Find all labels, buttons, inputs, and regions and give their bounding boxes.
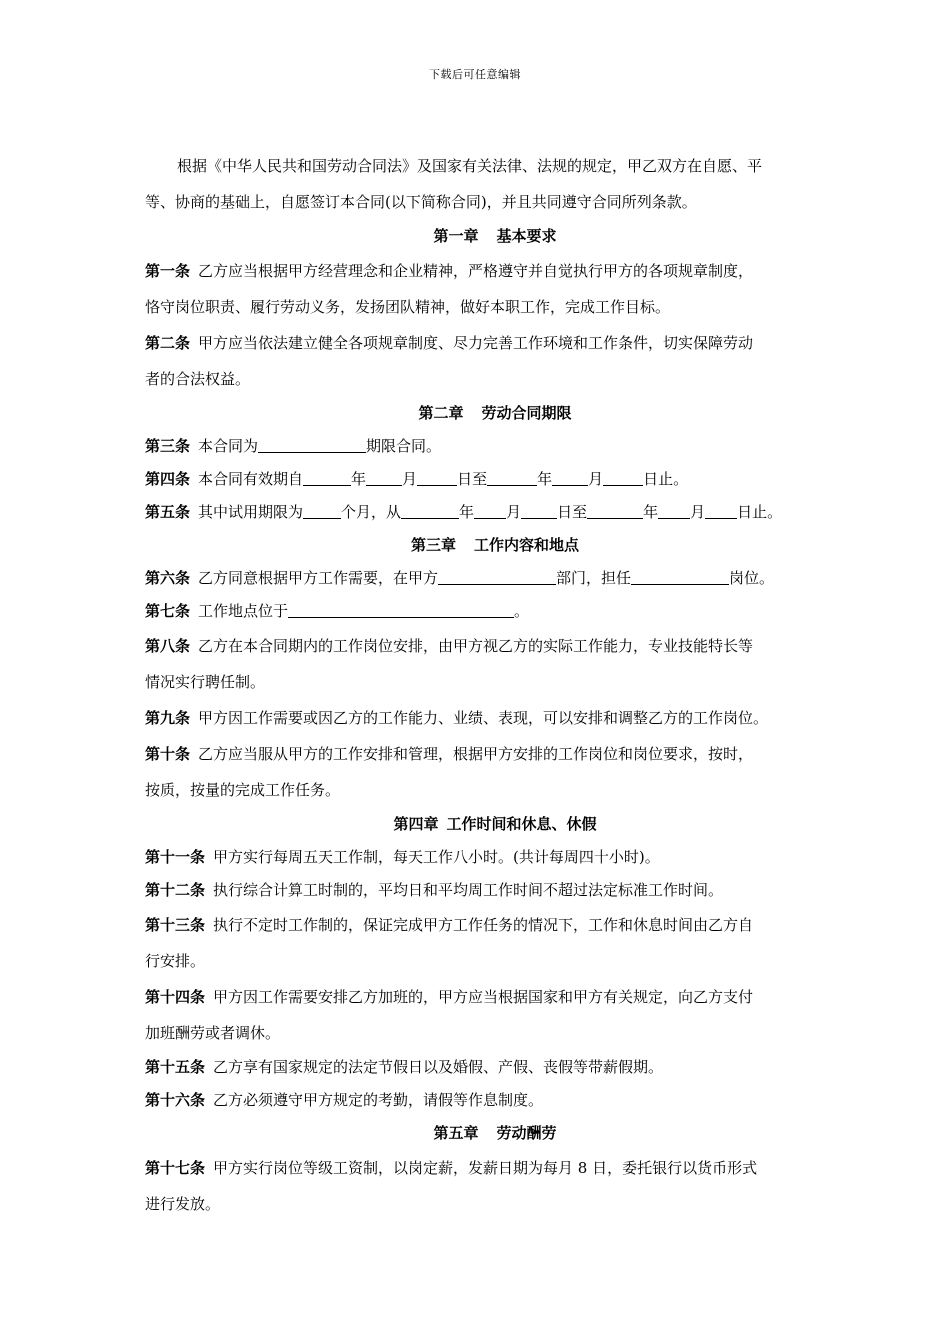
article-text: 甲方应当依法建立健全各项规章制度、尽力完善工作环境和工作条件，切实保障劳动: [198, 334, 754, 352]
year-text: 年: [459, 503, 475, 521]
article-9: [145, 700, 845, 736]
article-text: 个月，从: [341, 503, 402, 521]
article-label: 第十一条: [145, 848, 206, 866]
chapter-5-heading: [145, 1117, 845, 1150]
chapter-number: 第一章: [433, 227, 479, 245]
probation-start-month-blank[interactable]: [474, 503, 506, 519]
article-text: 。: [514, 602, 530, 620]
article-text: 乙方在本合同期内的工作岗位安排，由甲方视乙方的实际工作能力，专业技能特长等: [198, 637, 754, 655]
month-text: 月: [402, 470, 418, 488]
article-text: 执行综合计算工时制的，平均日和平均周工作时间不超过法定标准工作时间。: [213, 881, 724, 899]
article-3: [145, 430, 845, 463]
article-label: 第三条: [145, 437, 191, 455]
start-day-blank[interactable]: [417, 470, 457, 486]
intro-line-1: 根据《中华人民共和国劳动合同法》及国家有关法律、法规的规定，甲乙双方在自愿、平: [177, 157, 763, 175]
end-month-blank[interactable]: [552, 470, 588, 486]
article-label: 第二条: [145, 334, 191, 352]
end-year-blank[interactable]: [487, 470, 537, 486]
article-text-cont: 进行发放。: [145, 1195, 221, 1213]
chapter-title: 劳动酬劳: [496, 1124, 557, 1142]
article-text: 乙方享有国家规定的法定节假日以及婚假、产假、丧假等带薪假期。: [213, 1058, 664, 1076]
article-10: [145, 736, 845, 808]
month-text: 月: [690, 503, 706, 521]
article-text: 执行不定时工作制的，保证完成甲方工作任务的情况下，工作和休息时间由乙方自: [213, 916, 754, 934]
year-text: 年: [643, 503, 659, 521]
end-day-blank[interactable]: [603, 470, 643, 486]
probation-end-day-blank[interactable]: [705, 503, 737, 519]
article-text: 甲方实行每周五天工作制，每天工作八小时。(共计每周四十小时)。: [213, 848, 660, 866]
chapter-title: 基本要求: [496, 227, 557, 245]
article-text: 甲方实行岗位等级工资制，以岗定薪，发薪日期为每月 8 日，委托银行以货币形式: [213, 1159, 758, 1177]
chapter-title: 工作时间和休息、休假: [446, 815, 597, 833]
chapter-number: 第四章: [393, 815, 439, 833]
article-text: 本合同为: [198, 437, 259, 455]
article-text: 其中试用期限为: [198, 503, 304, 521]
article-text: 甲方因工作需要安排乙方加班的，甲方应当根据国家和甲方有关规定，向乙方支付: [213, 988, 754, 1006]
chapter-1-heading: [145, 220, 845, 253]
article-text: 甲方因工作需要或因乙方的工作能力、业绩、表现，可以安排和调整乙方的工作岗位。: [198, 709, 769, 727]
article-label: 第九条: [145, 709, 191, 727]
article-text: 部门，担任: [556, 569, 632, 587]
department-blank[interactable]: [438, 569, 556, 585]
article-11: [145, 841, 845, 874]
chapter-title: 工作内容和地点: [474, 536, 580, 554]
article-text: 乙方应当根据甲方经营理念和企业精神，严格遵守并自觉执行甲方的各项规章制度，: [198, 262, 754, 280]
article-text: 期限合同。: [366, 437, 442, 455]
article-7: [145, 595, 845, 628]
article-8: [145, 628, 845, 700]
contract-body: [145, 148, 845, 1222]
year-text: 年: [537, 470, 553, 488]
article-label: 第十六条: [145, 1091, 206, 1109]
article-text: 本合同有效期自: [198, 470, 304, 488]
year-text: 年: [351, 470, 367, 488]
article-15: [145, 1051, 845, 1084]
position-blank[interactable]: [631, 569, 729, 585]
article-label: 第七条: [145, 602, 191, 620]
intro-paragraph: [145, 148, 845, 220]
article-text-cont: 行安排。: [145, 952, 206, 970]
chapter-3-heading: [145, 529, 845, 562]
page-header: 下载后可任意编辑: [429, 68, 521, 81]
article-label: 第五条: [145, 503, 191, 521]
article-14: [145, 979, 845, 1051]
chapter-title: 劳动合同期限: [481, 404, 572, 422]
article-label: 第四条: [145, 470, 191, 488]
article-text: 乙方应当服从甲方的工作安排和管理，根据甲方安排的工作岗位和岗位要求，按时，: [198, 745, 754, 763]
start-year-blank[interactable]: [303, 470, 351, 486]
month-text: 月: [588, 470, 604, 488]
article-label: 第一条: [145, 262, 191, 280]
end-text: 日止。: [643, 470, 689, 488]
article-17: [145, 1150, 845, 1222]
work-location-blank[interactable]: [288, 602, 514, 618]
month-text: 月: [506, 503, 522, 521]
article-13: [145, 907, 845, 979]
article-6: [145, 562, 845, 595]
article-text-cont: 恪守岗位职责、履行劳动义务，发扬团队精神，做好本职工作，完成工作目标。: [145, 298, 671, 316]
article-text: 工作地点位于: [198, 602, 289, 620]
start-month-blank[interactable]: [366, 470, 402, 486]
article-text-cont: 按质，按量的完成工作任务。: [145, 781, 341, 799]
article-text-cont: 加班酬劳或者调休。: [145, 1024, 281, 1042]
chapter-4-heading: [145, 808, 845, 841]
article-label: 第八条: [145, 637, 191, 655]
article-label: 第十三条: [145, 916, 206, 934]
contract-term-blank[interactable]: [258, 437, 366, 453]
article-text-cont: 情况实行聘任制。: [145, 673, 266, 691]
chapter-2-heading: [145, 397, 845, 430]
article-label: 第十条: [145, 745, 191, 763]
article-5: [145, 496, 845, 529]
article-text: 乙方同意根据甲方工作需要，在甲方: [198, 569, 439, 587]
intro-line-2: 等、协商的基础上，自愿签订本合同(以下简称合同)，并且共同遵守合同所列条款。: [145, 193, 697, 211]
article-text: 乙方必须遵守甲方规定的考勤，请假等作息制度。: [213, 1091, 544, 1109]
end-text: 日止。: [737, 503, 783, 521]
article-1: [145, 253, 845, 325]
article-12: [145, 874, 845, 907]
probation-months-blank[interactable]: [303, 503, 341, 519]
probation-start-year-blank[interactable]: [401, 503, 459, 519]
article-label: 第六条: [145, 569, 191, 587]
article-text: 岗位。: [729, 569, 775, 587]
probation-end-month-blank[interactable]: [658, 503, 690, 519]
article-label: 第十四条: [145, 988, 206, 1006]
article-2: [145, 325, 845, 397]
probation-end-year-blank[interactable]: [587, 503, 643, 519]
article-label: 第十七条: [145, 1159, 206, 1177]
article-4: [145, 463, 845, 496]
day-to-text: 日至: [457, 470, 488, 488]
article-text-cont: 者的合法权益。: [145, 370, 251, 388]
chapter-number: 第三章: [410, 536, 456, 554]
article-label: 第十二条: [145, 881, 206, 899]
probation-start-day-blank[interactable]: [521, 503, 557, 519]
article-label: 第十五条: [145, 1058, 206, 1076]
chapter-number: 第五章: [433, 1124, 479, 1142]
article-16: [145, 1084, 845, 1117]
chapter-number: 第二章: [418, 404, 464, 422]
day-to-text: 日至: [557, 503, 588, 521]
